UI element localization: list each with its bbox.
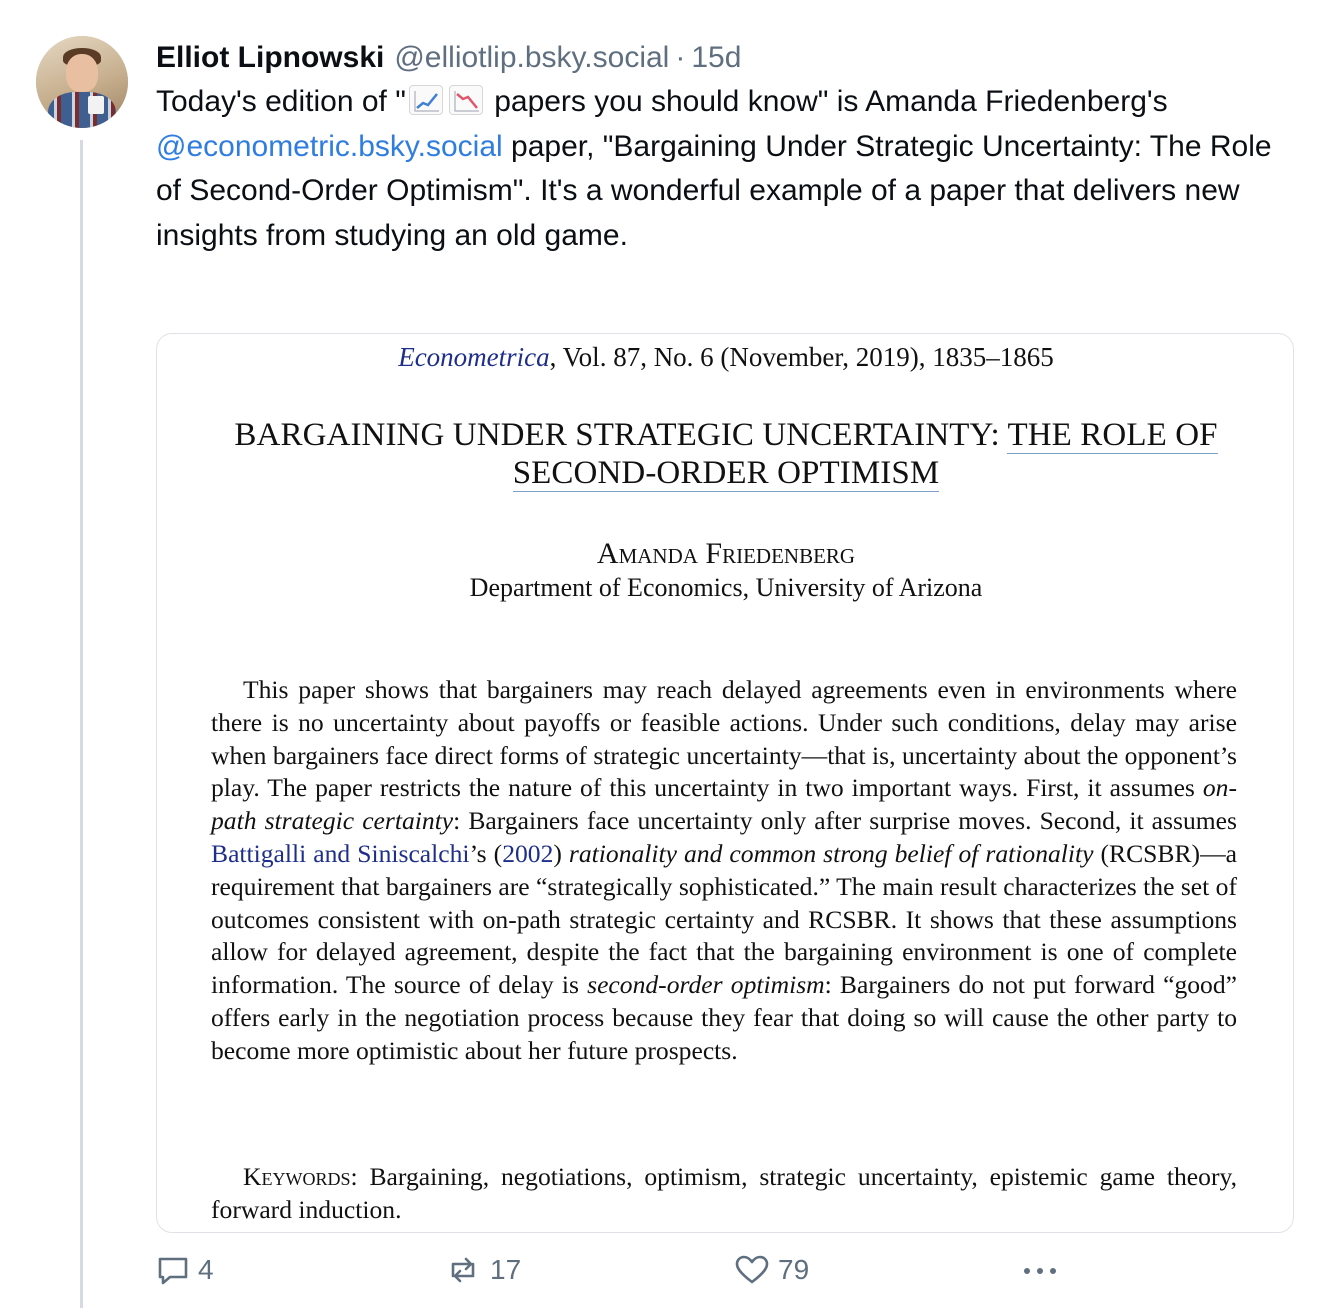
paper-author: Amanda Friedenberg: [596, 537, 856, 570]
more-options-button[interactable]: [1020, 1254, 1060, 1286]
abstract-text: : Bargainers face uncertainty only after surprise moves. Second, it assumes: [453, 806, 1237, 836]
author-display-name[interactable]: Elliot Lipnowski: [156, 41, 385, 74]
mention-link[interactable]: @econometric.bsky.social: [156, 129, 503, 163]
post-header: [156, 36, 1296, 80]
journal-details: , Vol. 87, No. 6 (November, 2019), 1835–1865: [549, 342, 1054, 372]
paper-title-text: SECOND-ORDER OPTIMISM: [512, 455, 940, 491]
image-embed[interactable]: [156, 333, 1294, 1233]
like-count: 79: [778, 1254, 810, 1285]
repost-icon: [444, 1254, 482, 1286]
paper-title-text: BARGAINING UNDER STRATEGIC UNCERTAINTY:: [234, 417, 1008, 453]
repost-button[interactable]: [444, 1254, 521, 1286]
chart-increasing-icon: [409, 85, 443, 115]
paper-abstract: [211, 674, 1237, 1068]
chart-decreasing-icon: [449, 85, 483, 115]
post-text-part: papers you should know" is Amanda Friedenberg's: [485, 85, 1168, 118]
post-text-part: Today's edition of ": [156, 85, 406, 118]
paper-title: [157, 416, 1294, 492]
post-text: [156, 80, 1276, 258]
citation-link: Battigalli and Siniscalchi: [211, 838, 470, 868]
journal-citation: [157, 340, 1294, 374]
reply-count: 4: [198, 1254, 214, 1285]
keywords-text: Bargaining, negotiations, optimism, strategic uncertainty, epistemic game theory, forward induction.: [211, 1162, 1237, 1224]
ellipsis-icon: [1020, 1254, 1060, 1286]
abstract-text: (RCSBR)—a requirement that bargainers are “strategically sophisticated.” The main result characterizes the set of outcomes consistent with on-path strategic certainty and RCSBR. It shows that these assumptions allow for delayed agreement, despite the fact that the bargaining environment is one of complete information. The source of delay is: [211, 838, 1238, 1000]
like-button[interactable]: [734, 1254, 809, 1286]
citation-year-link: 2002: [502, 838, 554, 868]
author-handle[interactable]: @elliotlip.bsky.social: [394, 41, 670, 74]
abstract-text: ’s (: [469, 838, 503, 868]
paper-title-text: THE ROLE OF: [1007, 417, 1218, 453]
post: [156, 36, 1296, 1224]
journal-name-link: Econometrica: [398, 342, 550, 372]
keywords-label: Keywords:: [243, 1162, 358, 1191]
avatar[interactable]: [36, 36, 128, 128]
paper-affiliation: Department of Economics, University of Arizona: [469, 573, 983, 602]
abstract-italic: on-path strategic certainty: [211, 773, 1237, 836]
abstract-text: This paper shows that bargainers may reach delayed agreements even in environments where there is no uncertainty about payoffs or feasible actions. Under such conditions, delay may arise when bargainers face direct forms of strategic uncertainty—that is, uncertainty about the opponent’s play. The paper restricts the nature of this uncertainty in two important ways. First, it assumes: [211, 675, 1237, 803]
post-timestamp[interactable]: 15d: [691, 41, 742, 74]
abstract-text: ): [553, 838, 569, 868]
separator-dot: ·: [675, 41, 686, 74]
abstract-italic: second-order optimism: [587, 970, 825, 1000]
paper-keywords: [211, 1160, 1237, 1226]
reply-icon: [156, 1254, 190, 1286]
abstract-text: : Bargainers do not put forward “good” offers early in the negotiation process because they fear that doing so will cause the other party to become more optimistic about her future prospects.: [211, 970, 1237, 1065]
post-text-part: paper, "Bargaining Under Strategic Uncertainty: The Role of Second-Order Optimism". It's a wonderful example of a paper that delivers new insights from studying an old game.: [156, 129, 1272, 252]
repost-count: 17: [490, 1254, 522, 1285]
abstract-italic: rationality and common strong belief of rationality: [568, 838, 1094, 868]
thread-line: [80, 140, 83, 1308]
post-actions: [156, 1254, 1296, 1298]
heart-icon: [734, 1254, 770, 1286]
reply-button[interactable]: [156, 1254, 214, 1286]
